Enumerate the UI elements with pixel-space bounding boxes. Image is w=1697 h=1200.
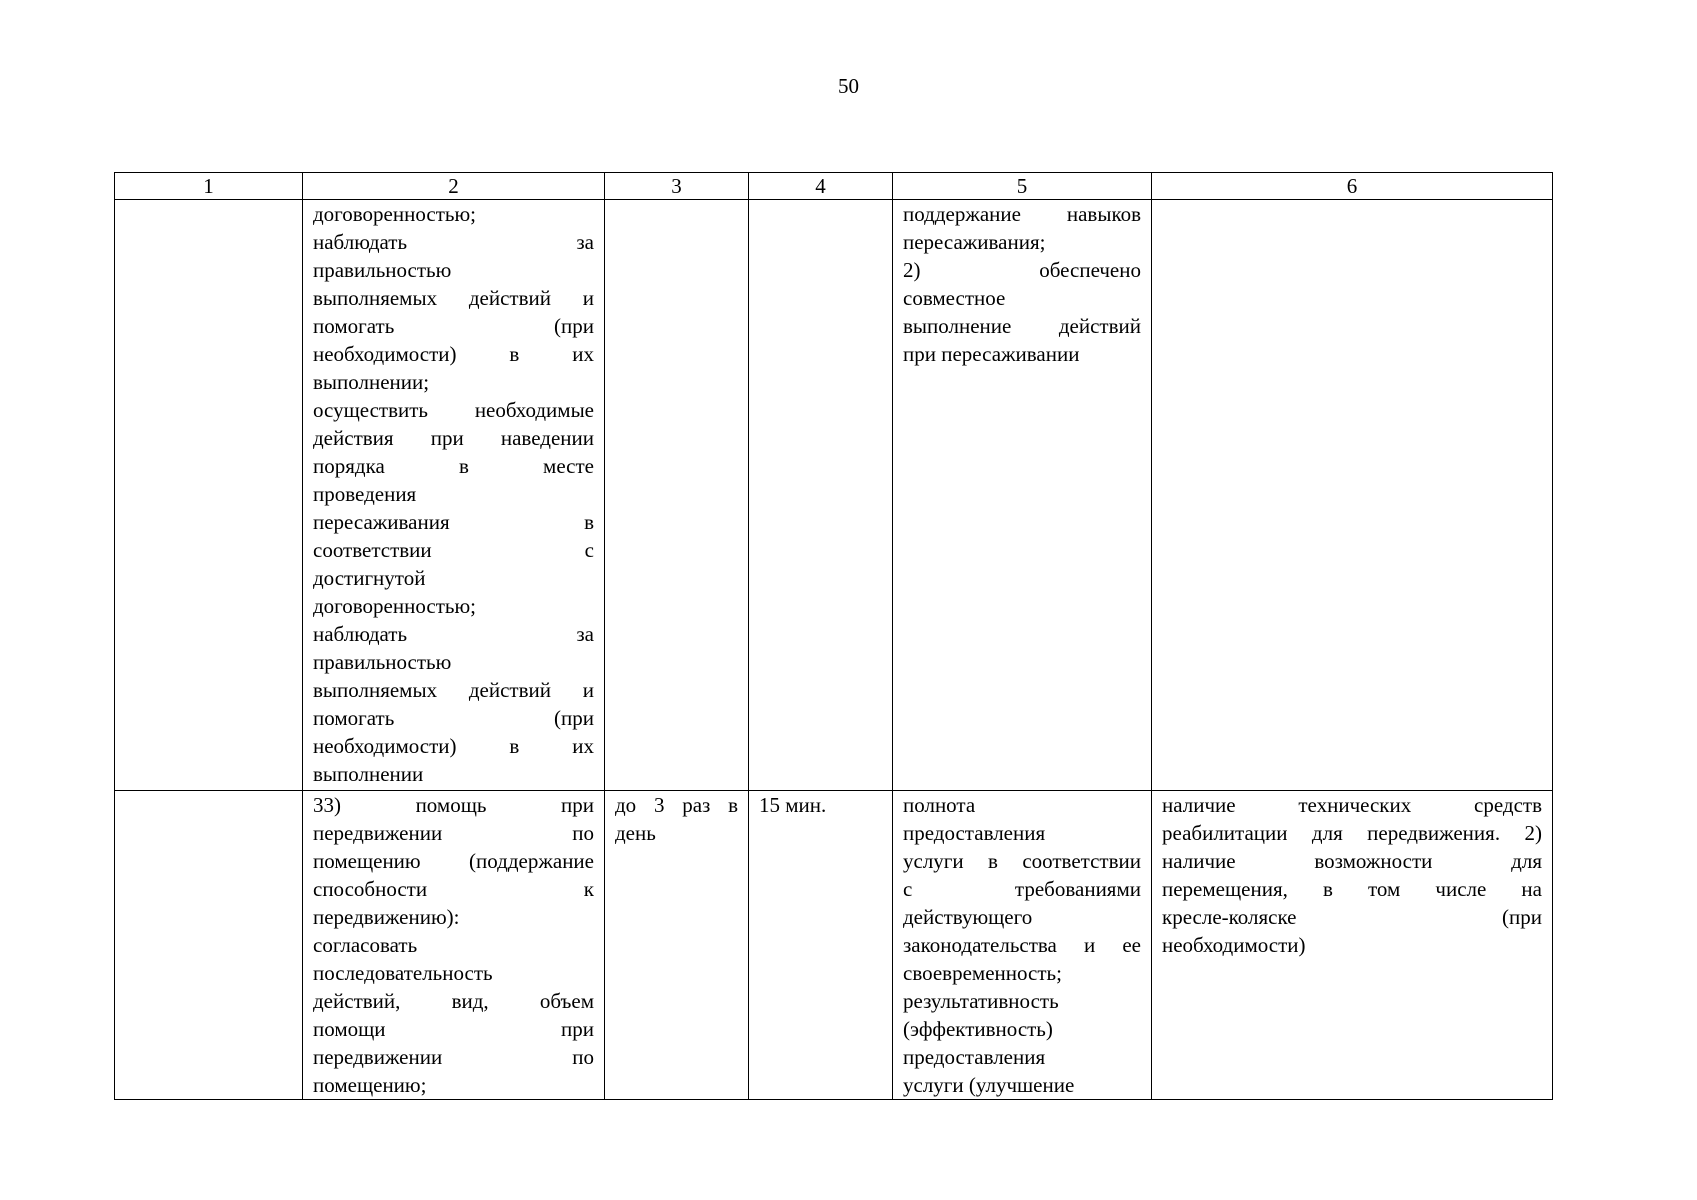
cell-text-line: порядка в месте <box>313 454 594 478</box>
table-cell-col6 <box>1152 791 1553 1100</box>
cell-text-line: передвижению): <box>313 905 460 929</box>
column-header-3: 3 <box>605 173 749 200</box>
table-cell-col1 <box>115 200 303 791</box>
cell-text-line: помогать (при <box>313 706 594 730</box>
table-cell-col5 <box>893 200 1152 791</box>
cell-text-line: договоренностью; <box>313 202 476 226</box>
cell-text-line: последовательность <box>313 961 493 985</box>
cell-text-line: помещению (поддержание <box>313 849 594 873</box>
cell-text-line: предоставления <box>903 821 1046 845</box>
cell-text-line: своевременность; <box>903 961 1062 985</box>
page-number: 50 <box>838 74 859 98</box>
cell-text-line: действующего <box>903 905 1033 929</box>
cell-text-line: передвижении по <box>313 821 594 845</box>
cell-text-line: реабилитации для передвижения. 2) <box>1162 821 1542 845</box>
cell-text-line: договоренностью; <box>313 594 476 618</box>
column-header-5: 5 <box>893 173 1152 200</box>
cell-text-line: при пересаживании <box>903 342 1080 366</box>
cell-text-line: необходимости) в их <box>313 734 594 758</box>
cell-text-line: совместное <box>903 286 1006 310</box>
cell-text-line: услуги (улучшение <box>903 1073 1075 1097</box>
cell-text-line: правильностью <box>313 258 452 282</box>
cell-text-line: пересаживания; <box>903 230 1046 254</box>
cell-text-line: осуществить необходимые <box>313 398 594 422</box>
cell-text-line: выполнение действий <box>903 314 1141 338</box>
cell-text-line: наличие возможности для <box>1162 849 1542 873</box>
column-header-6: 6 <box>1152 173 1553 200</box>
table-cell-col6 <box>1152 200 1553 791</box>
cell-text-line: согласовать <box>313 933 418 957</box>
table-cell-col1 <box>115 791 303 1100</box>
cell-text-line: полнота <box>903 793 976 817</box>
cell-text-line: перемещения, в том числе на <box>1162 877 1542 901</box>
column-header-4: 4 <box>749 173 893 200</box>
table-cell-col4 <box>749 791 893 1100</box>
table-cell-col2 <box>303 200 605 791</box>
cell-text-line: пересаживания в <box>313 510 594 534</box>
cell-text-line: наличие технических средств <box>1162 793 1542 817</box>
cell-text-line: действий, вид, объем <box>313 989 594 1013</box>
cell-text-line: соответствии с <box>313 538 594 562</box>
table-row <box>115 200 1553 791</box>
cell-text-line: результативность <box>903 989 1059 1013</box>
cell-text-line: действия при наведении <box>313 426 594 450</box>
cell-text-line: способности к <box>313 877 594 901</box>
table-cell-col5 <box>893 791 1152 1100</box>
cell-text-line: выполнении <box>313 762 424 786</box>
cell-text-line: наблюдать за <box>313 230 594 254</box>
table-row <box>115 791 1553 1100</box>
cell-text-line: передвижении по <box>313 1045 594 1069</box>
cell-text-line: 33) помощь при <box>313 793 594 817</box>
cell-text-line: необходимости) <box>1162 933 1306 957</box>
cell-text-line: законодательства и ее <box>903 933 1141 957</box>
cell-text-line: (эффективность) <box>903 1017 1053 1041</box>
table-cell-col3 <box>605 200 749 791</box>
cell-text-line: день <box>615 821 656 845</box>
table-cell-col2 <box>303 791 605 1100</box>
cell-text-line: помощи при <box>313 1017 594 1041</box>
table-header-row <box>115 173 1553 200</box>
cell-text-line: достигнутой <box>313 566 426 590</box>
cell-text-line: поддержание навыков <box>903 202 1141 226</box>
table-cell-col4 <box>749 200 893 791</box>
cell-text-line: выполняемых действий и <box>313 286 594 310</box>
cell-text-line: помещению; <box>313 1073 427 1097</box>
cell-text-line: с требованиями <box>903 877 1141 901</box>
column-header-2: 2 <box>303 173 605 200</box>
column-header-1: 1 <box>115 173 303 200</box>
cell-text-line: кресле-коляске (при <box>1162 905 1542 929</box>
cell-text-line: наблюдать за <box>313 622 594 646</box>
services-table <box>114 172 1553 1100</box>
cell-text-line: помогать (при <box>313 314 594 338</box>
cell-text-line: 2) обеспечено <box>903 258 1141 282</box>
cell-text-line: выполнении; <box>313 370 430 394</box>
cell-text-line: до 3 раз в <box>615 793 738 817</box>
cell-text-line: правильностью <box>313 650 452 674</box>
cell-text-line: необходимости) в их <box>313 342 594 366</box>
cell-text-line: предоставления <box>903 1045 1046 1069</box>
cell-text-line: услуги в соответствии <box>903 849 1141 873</box>
cell-text-line: выполняемых действий и <box>313 678 594 702</box>
cell-text-line: 15 мин. <box>759 793 827 817</box>
cell-text-line: проведения <box>313 482 417 506</box>
table-cell-col3 <box>605 791 749 1100</box>
